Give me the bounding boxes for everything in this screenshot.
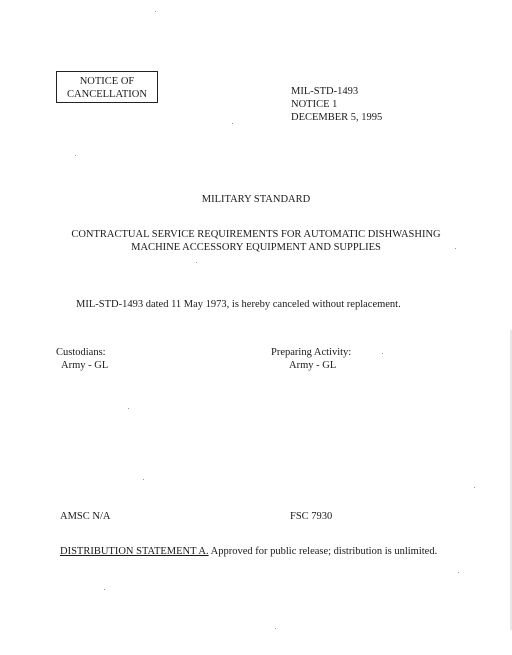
- preparing-activity-value: Army - GL: [289, 360, 337, 371]
- scan-speck: [104, 589, 105, 590]
- custodians-label: Custodians:: [56, 347, 106, 358]
- notice-of-cancellation-box: [56, 71, 158, 103]
- scan-speck: [155, 11, 156, 12]
- notice-box-line1: NOTICE OF: [79, 76, 135, 87]
- custodians-value: Army - GL: [61, 360, 109, 371]
- doc-id: MIL-STD-1493: [291, 86, 359, 97]
- scan-speck: [275, 628, 276, 629]
- notice-date: DECEMBER 5, 1995: [291, 112, 383, 123]
- distribution-text: Approved for public release; distribution is unlimited.: [210, 546, 438, 557]
- cancellation-statement: MIL-STD-1493 dated 11 May 1973, is hereby canceled without replacement.: [76, 299, 401, 310]
- scan-speck: [75, 155, 76, 156]
- fsc-code: FSC 7930: [290, 511, 333, 522]
- scan-speck: [143, 479, 144, 480]
- scan-speck: [474, 487, 475, 488]
- military-standard-heading: MILITARY STANDARD: [201, 194, 311, 205]
- scan-speck: [455, 248, 456, 249]
- scan-speck: [232, 123, 233, 124]
- amsc-code: AMSC N/A: [60, 511, 111, 522]
- scan-speck: [128, 408, 129, 409]
- scan-speck: [382, 353, 383, 354]
- preparing-activity-label: Preparing Activity:: [271, 347, 352, 358]
- notice-box-line2: CANCELLATION: [67, 89, 147, 100]
- distribution-statement: [60, 545, 437, 558]
- title-line2: MACHINE ACCESSORY EQUIPMENT AND SUPPLIES: [131, 242, 381, 253]
- distribution-label: DISTRIBUTION STATEMENT A.: [60, 546, 209, 557]
- scan-speck: [196, 262, 197, 263]
- notice-number: NOTICE 1: [291, 99, 338, 110]
- title-line1: CONTRACTUAL SERVICE REQUIREMENTS FOR AUTOMATIC DISHWASHING: [71, 229, 441, 240]
- scan-speck: [458, 572, 459, 573]
